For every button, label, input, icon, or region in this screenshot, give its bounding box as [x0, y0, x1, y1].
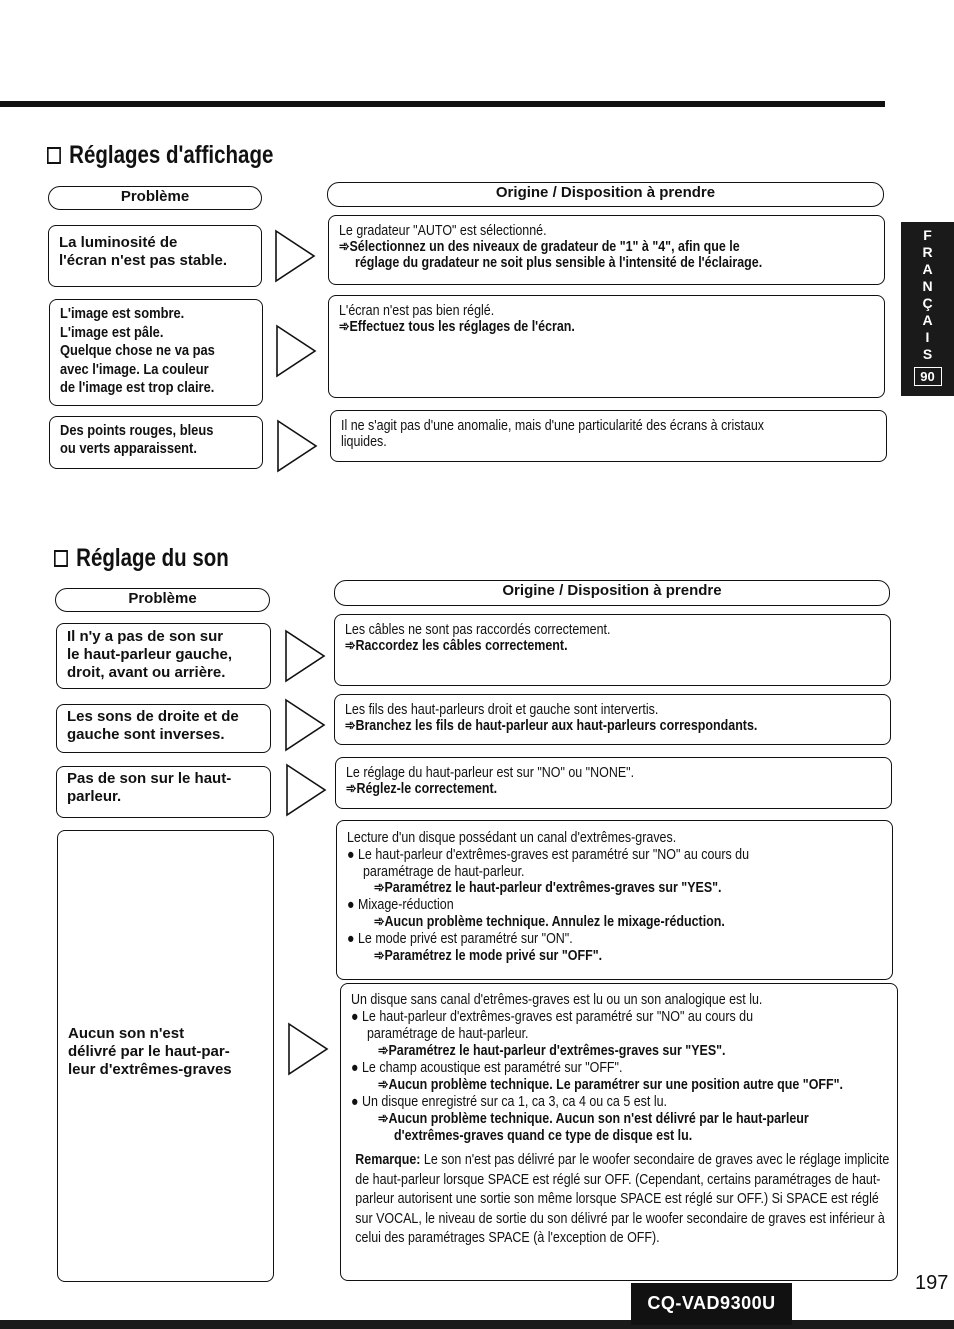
solution-header: Origine / Disposition à prendre — [327, 182, 884, 207]
page-number: 197 — [915, 1272, 949, 1294]
solution-line: ➾Paramétrez le haut-parleur d'extrêmes-graves sur "YES". — [374, 880, 722, 897]
solution-box — [330, 410, 887, 462]
problem-line: droit, avant ou arrière. — [67, 664, 226, 681]
problem-line: l'écran n'est pas stable. — [59, 252, 228, 269]
problem-header: Problème — [48, 186, 262, 210]
solution-line: liquides. — [341, 434, 387, 450]
solution-box — [328, 295, 885, 398]
section-title-display: Réglages d'affichage — [47, 141, 273, 170]
problem-line: Quelque chose ne va pas — [60, 342, 215, 359]
solution-box — [334, 694, 891, 745]
solution-line: Le gradateur "AUTO" est sélectionné. — [339, 223, 547, 239]
arrow-right-icon — [275, 418, 319, 474]
arrow-right-icon — [286, 1021, 330, 1077]
tab-number: 90 — [914, 367, 942, 386]
footer-rule — [0, 1320, 954, 1329]
problem-line: avec l'image. La couleur — [60, 360, 209, 378]
remark-label: Remarque: — [355, 1152, 421, 1168]
tab-letter: A — [922, 261, 933, 277]
solution-line: ➾Branchez les fils de haut-parleur aux haut-parleurs correspondants. — [345, 718, 758, 734]
arrow-right-icon — [274, 323, 318, 379]
solution-line: ● Le champ acoustique est paramétré sur "OFF". — [351, 1060, 623, 1076]
problem-line: le haut-parleur gauche, — [67, 646, 233, 663]
problem-box — [56, 623, 271, 689]
problem-line: L'image est pâle. — [60, 323, 164, 341]
solution-line: Les câbles ne sont pas raccordés correctement. — [345, 622, 611, 638]
arrow-right-icon — [283, 697, 327, 753]
solution-line: ● Mixage-réduction — [347, 897, 454, 914]
remark — [351, 1151, 897, 1249]
problem-line: Pas de son sur le haut- — [67, 770, 232, 787]
problem-line: La luminosité de — [59, 234, 178, 251]
arrow-right-icon — [283, 628, 327, 684]
checkbox-square-icon — [47, 147, 61, 164]
problem-line: parleur. — [67, 788, 122, 805]
solution-line: ➾Réglez-le correctement. — [346, 781, 498, 797]
tab-letter: S — [922, 346, 933, 362]
solution-line: ➾Sélectionnez un des niveaux de gradateur de "1" à "4", afin que le — [339, 239, 740, 255]
solution-line: Lecture d'un disque possédant un canal d'extrêmes-graves. — [347, 830, 677, 846]
tab-letter: A — [922, 312, 933, 328]
solution-header: Origine / Disposition à prendre — [334, 580, 890, 606]
solution-line: Il ne s'agit pas d'une anomalie, mais d'une particularité des écrans à cristaux — [341, 418, 765, 434]
problem-box — [57, 830, 274, 1282]
problem-line: Les sons de droite et de — [67, 708, 239, 725]
solution-line: ● Le mode privé est paramétré sur "ON". — [347, 930, 573, 947]
solution-line: ➾Raccordez les câbles correctement. — [345, 638, 568, 654]
solution-line: réglage du gradateur ne soit plus sensible à l'intensité de l'éclairage. — [355, 255, 763, 271]
tab-letter: R — [922, 244, 933, 260]
problem-box — [49, 416, 263, 469]
solution-box — [335, 757, 892, 809]
problem-header: Problème — [55, 588, 270, 612]
checkbox-square-icon — [54, 550, 68, 567]
problem-line: de l'image est trop claire. — [60, 379, 215, 396]
solution-box-a — [336, 820, 893, 980]
solution-line: Un disque sans canal d'etrêmes-graves est lu ou un son analogique est lu. — [351, 992, 763, 1008]
solution-line: ➾Aucun problème technique. Le paramétrer sur une position autre que "OFF". — [378, 1077, 844, 1093]
problem-line: délivré par le haut-par- — [68, 1043, 230, 1060]
solution-box — [334, 614, 891, 686]
solution-line: ● Le haut-parleur d'extrêmes-graves est paramétré sur "NO" au cours du — [351, 1009, 754, 1025]
problem-line: Aucun son n'est — [68, 1025, 185, 1042]
problem-box — [48, 225, 262, 287]
problem-line: Des points rouges, bleus — [60, 422, 214, 439]
tab-letter: Ç — [922, 295, 933, 311]
solution-line: ➾Aucun problème technique. Aucun son n'est délivré par le haut-parleur — [378, 1111, 809, 1127]
solution-line: Les fils des haut-parleurs droit et gauche sont intervertis. — [345, 702, 659, 718]
arrow-right-icon — [273, 228, 317, 284]
solution-line: ➾Paramétrez le mode privé sur "OFF". — [374, 947, 603, 964]
model-badge: CQ-VAD9300U — [631, 1283, 792, 1325]
problem-box — [56, 704, 271, 753]
section-title-sound: Réglage du son — [54, 544, 229, 573]
problem-box — [49, 299, 263, 406]
problem-line: gauche sont inverses. — [67, 726, 225, 743]
remark-text: Le son n'est pas délivré par le woofer secondaire de graves avec le réglage implicite de haut-parleur lorsque SPACE est réglé sur OFF. (Cependant, certains paramétrages de haut-parleur autorisent une sortie son même lorsque SPACE est réglé sur OFF.) Si SPACE est réglé sur VOCAL, le niveau de sortie du son délivré par le woofer secondaire de graves est inférieur à celui des paramétrages SPACE (à l'exception de OFF). — [355, 1152, 890, 1246]
language-side-tab — [901, 222, 954, 396]
solution-line: ➾Effectuez tous les réglages de l'écran. — [339, 319, 575, 335]
solution-line: paramétrage de haut-parleur. — [367, 1026, 529, 1042]
solution-line: ● Le haut-parleur d'extrêmes-graves est paramétré sur "NO" au cours du — [347, 846, 750, 863]
solution-box-b — [340, 983, 898, 1281]
solution-line: d'extrêmes-graves quand ce type de disque est lu. — [394, 1128, 693, 1144]
problem-line: L'image est sombre. — [60, 305, 185, 322]
arrow-right-icon — [284, 762, 328, 818]
solution-line: Le réglage du haut-parleur est sur "NO" ou "NONE". — [346, 765, 635, 781]
solution-line: ➾Paramétrez le haut-parleur d'extrêmes-graves sur "YES". — [378, 1043, 726, 1059]
solution-line: paramétrage de haut-parleur. — [363, 863, 525, 880]
problem-line: ou verts apparaissent. — [60, 440, 197, 457]
problem-line: leur d'extrêmes-graves — [68, 1061, 232, 1078]
solution-line: ➾Aucun problème technique. Annulez le mixage-réduction. — [374, 913, 725, 930]
solution-line: L'écran n'est pas bien réglé. — [339, 303, 495, 319]
tab-letter: F — [923, 227, 932, 243]
solution-line: ● Un disque enregistré sur ca 1, ca 3, ca 4 ou ca 5 est lu. — [351, 1094, 667, 1110]
top-rule — [0, 101, 885, 107]
problem-line: Il n'y a pas de son sur — [67, 628, 224, 645]
solution-box — [328, 215, 885, 285]
tab-letter: N — [922, 278, 933, 294]
tab-letter: I — [925, 329, 930, 345]
problem-box — [56, 766, 271, 818]
